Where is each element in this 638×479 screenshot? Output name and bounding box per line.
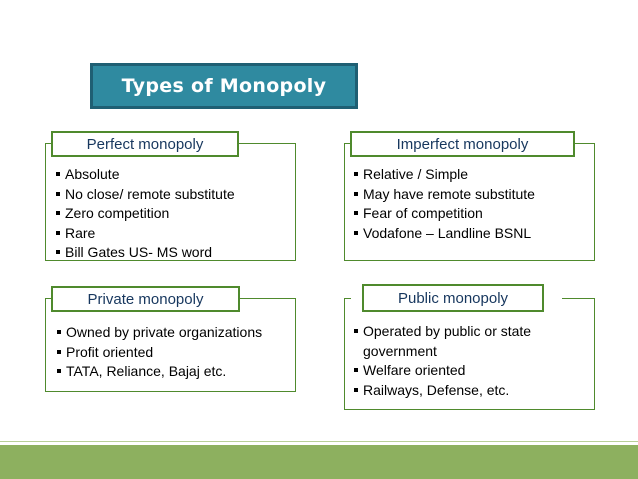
perfect-monopoly-list: [56, 165, 235, 263]
list-item: May have remote substitute: [354, 185, 535, 205]
public-monopoly-label: Public monopoly: [362, 284, 544, 312]
perfect-monopoly-card: [45, 143, 296, 261]
footer-bar: [0, 445, 638, 479]
list-item: Railways, Defense, etc.: [354, 381, 584, 401]
list-item: Profit oriented: [57, 343, 262, 363]
private-monopoly-list: [57, 323, 262, 382]
private-monopoly-card: [45, 298, 296, 392]
public-monopoly-list: [354, 322, 584, 400]
list-item: Zero competition: [56, 204, 235, 224]
diagram-title: Types of Monopoly: [90, 63, 358, 109]
list-item: Absolute: [56, 165, 235, 185]
list-item: TATA, Reliance, Bajaj etc.: [57, 362, 262, 382]
list-item: Owned by private organizations: [57, 323, 262, 343]
list-item: Operated by public or state government: [354, 322, 584, 361]
list-item: No close/ remote substitute: [56, 185, 235, 205]
private-monopoly-label: Private monopoly: [51, 286, 240, 312]
list-item: Vodafone – Landline BSNL: [354, 224, 535, 244]
list-item: Welfare oriented: [354, 361, 584, 381]
imperfect-monopoly-list: [354, 165, 535, 243]
list-item: Bill Gates US- MS word: [56, 243, 235, 263]
imperfect-monopoly-card: [344, 143, 595, 261]
list-item: Fear of competition: [354, 204, 535, 224]
list-item: Rare: [56, 224, 235, 244]
list-item: Relative / Simple: [354, 165, 535, 185]
imperfect-monopoly-label: Imperfect monopoly: [350, 131, 575, 157]
footer-divider: [0, 441, 638, 442]
perfect-monopoly-label: Perfect monopoly: [51, 131, 239, 157]
public-monopoly-card: [344, 298, 595, 410]
